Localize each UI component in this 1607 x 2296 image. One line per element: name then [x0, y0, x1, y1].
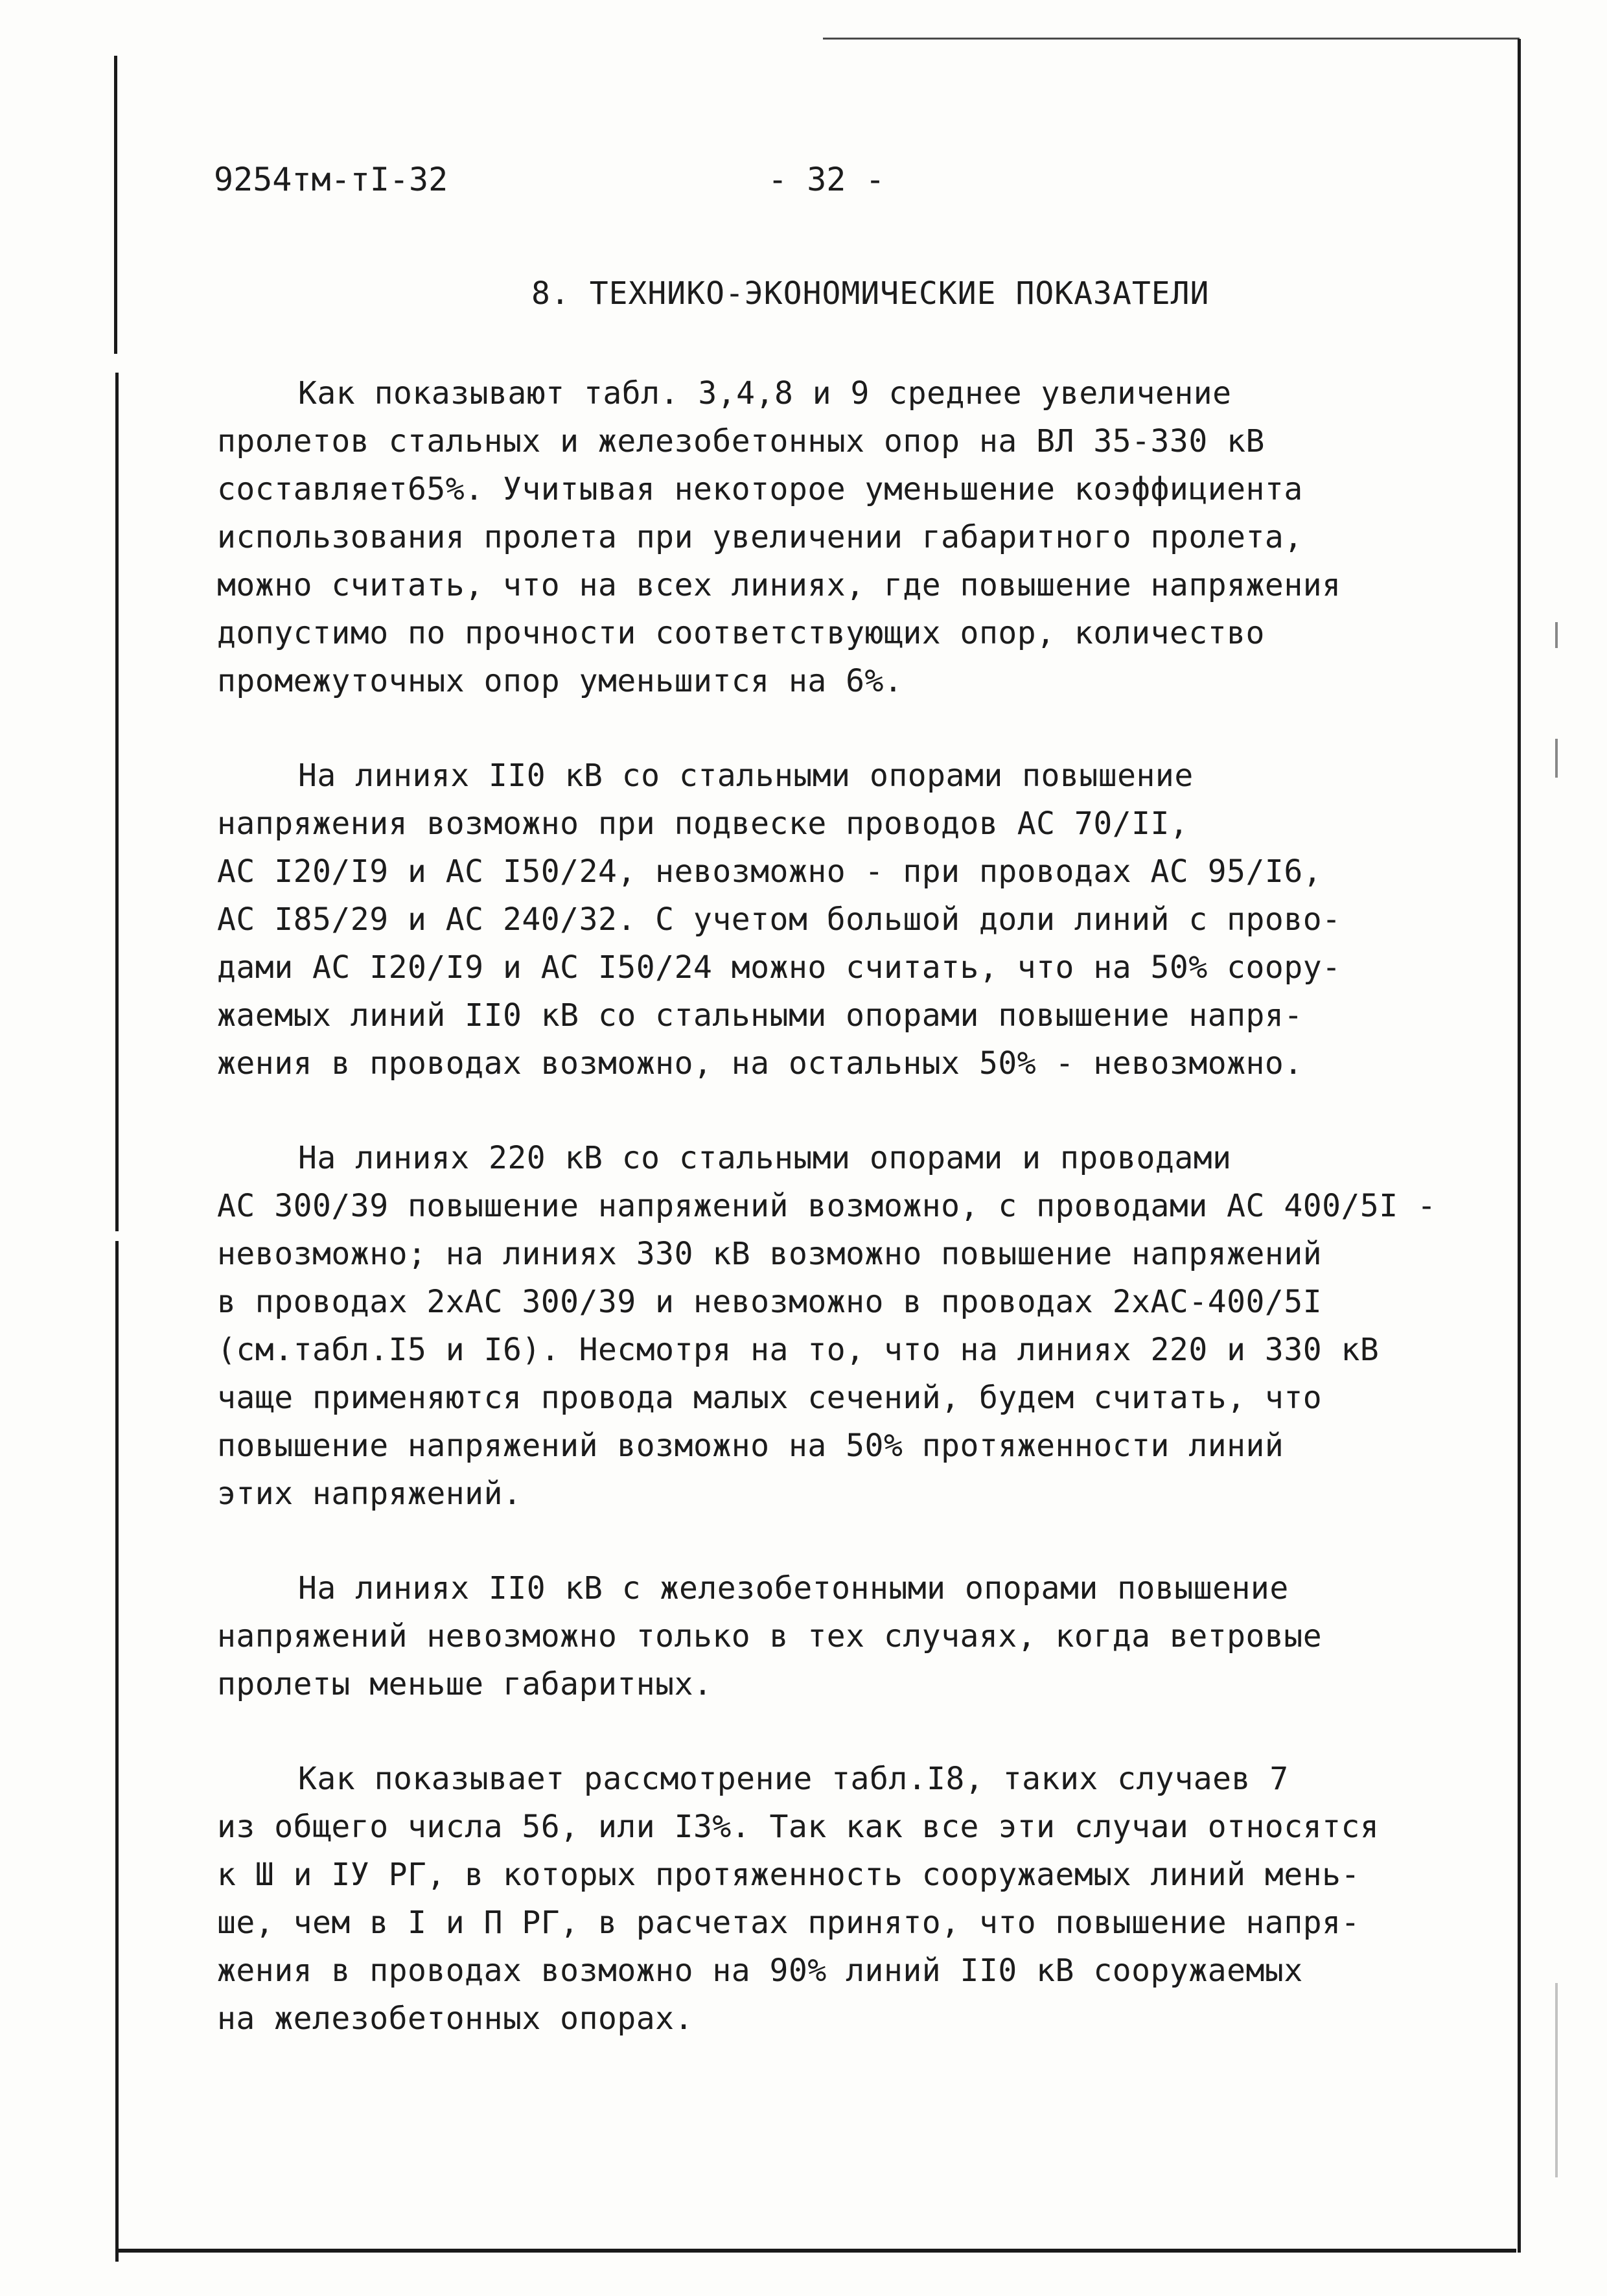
paragraph — [217, 1755, 1507, 2043]
paragraph — [217, 752, 1507, 1087]
scan-mark — [1555, 1983, 1558, 2177]
text-line: На линиях II0 кВ с железобетонными опорами повышение — [298, 1570, 1289, 1606]
text-line: составляет65%. Учитывая некоторое уменьшение коэффициента — [217, 471, 1303, 507]
text-line: АС I20/I9 и АС I50/24, невозможно - при проводах АС 95/I6, — [217, 853, 1323, 890]
text-line: Как показывает рассмотрение табл.I8, таких случаев 7 — [298, 1761, 1289, 1797]
text-line: На линиях II0 кВ со стальными опорами повышение — [298, 758, 1194, 794]
text-line: использования пролета при увеличении габаритного пролета, — [217, 519, 1303, 555]
text-line: можно считать, что на всех линиях, где повышение напряжения — [217, 567, 1341, 603]
text-line: этих напряжений. — [217, 1476, 522, 1512]
frame-top-line — [823, 38, 1520, 40]
text-line: напряжений невозможно только в тех случаях, когда ветровые — [217, 1618, 1323, 1654]
text-line: пролеты меньше габаритных. — [217, 1666, 713, 1702]
text-line: из общего числа 56, или I3%. Так как все эти случаи относятся — [217, 1809, 1380, 1845]
paragraph — [217, 369, 1507, 705]
body-text — [217, 369, 1507, 2089]
text-line: жения в проводах возможно на 90% линий II0 кВ сооружаемых — [217, 1953, 1303, 1989]
frame-right-line — [1518, 39, 1521, 2253]
frame-left-line — [115, 373, 119, 1231]
text-line: дами АС I20/I9 и АС I50/24 можно считать, что на 50% соору- — [217, 949, 1341, 986]
text-line: допустимо по прочности соответствующих опор, количество — [217, 615, 1265, 651]
text-line: ше, чем в I и П РГ, в расчетах принято, что повышение напря- — [217, 1905, 1360, 1941]
paragraph — [217, 1564, 1507, 1708]
text-line: Как показывают табл. 3,4,8 и 9 среднее увеличение — [298, 375, 1232, 412]
page-number: - 32 - — [768, 161, 885, 198]
text-line: АС 300/39 повышение напряжений возможно, с проводами АС 400/5I - — [217, 1188, 1437, 1224]
text-line: АС I85/29 и АС 240/32. С учетом большой доли линий с прово- — [217, 901, 1341, 938]
scan-mark — [1555, 739, 1558, 778]
text-line: напряжения возможно при подвеске проводов АС 70/II, — [217, 806, 1189, 842]
text-line: пролетов стальных и железобетонных опор на ВЛ 35-330 кВ — [217, 423, 1265, 459]
frame-left-line — [114, 56, 117, 354]
document-code: 9254тм-тI-32 — [214, 161, 448, 198]
text-line: в проводах 2хАС 300/39 и невозможно в проводах 2хАС-400/5I — [217, 1284, 1323, 1320]
text-line: к Ш и IУ РГ, в которых протяженность сооружаемых линий мень- — [217, 1857, 1360, 1893]
text-line: (см.табл.I5 и I6). Несмотря на то, что на линиях 220 и 330 кВ — [217, 1332, 1380, 1368]
scan-mark — [1555, 622, 1558, 648]
section-title: 8. ТЕХНИКО-ЭКОНОМИЧЕСКИЕ ПОКАЗАТЕЛИ — [531, 275, 1210, 312]
frame-left-line — [115, 1241, 119, 2262]
page-header — [214, 161, 1445, 213]
text-line: на железобетонных опорах. — [217, 2000, 693, 2037]
frame-bottom-line — [115, 2249, 1516, 2253]
text-line: повышение напряжений возможно на 50% протяженности линий — [217, 1428, 1284, 1464]
text-line: жаемых линий II0 кВ со стальными опорами повышение напря- — [217, 997, 1303, 1034]
text-line: невозможно; на линиях 330 кВ возможно повышение напряжений — [217, 1236, 1323, 1272]
text-line: жения в проводах возможно, на остальных 50% - невозможно. — [217, 1045, 1303, 1082]
text-line: На линиях 220 кВ со стальными опорами и проводами — [298, 1140, 1232, 1176]
paragraph — [217, 1134, 1507, 1518]
text-line: промежуточных опор уменьшится на 6%. — [217, 663, 903, 699]
text-line: чаще применяются провода малых сечений, будем считать, что — [217, 1380, 1323, 1416]
